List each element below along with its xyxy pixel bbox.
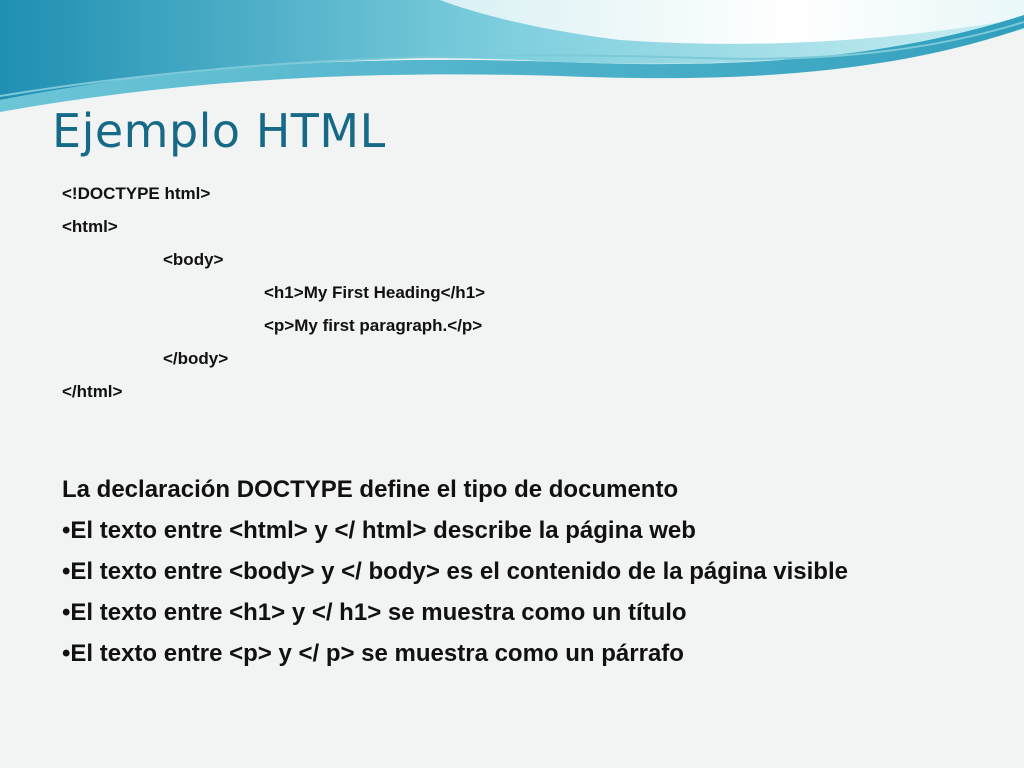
- code-line-body-close: </body>: [163, 349, 229, 368]
- code-line-doctype: <!DOCTYPE html>: [62, 184, 211, 203]
- code-line-p: <p>My first paragraph.</p>: [264, 316, 483, 335]
- slide-title: Ejemplo HTML: [52, 104, 386, 158]
- explanation-list: [62, 469, 848, 674]
- note-doctype: La declaración DOCTYPE define el tipo de documento: [62, 476, 679, 503]
- code-line-html-open: <html>: [62, 217, 118, 236]
- code-line-h1: <h1>My First Heading</h1>: [264, 283, 486, 302]
- note-body: •El texto entre <body> y </ body> es el contenido de la página visible: [62, 558, 848, 585]
- note-html: •El texto entre <html> y </ html> describe la página web: [62, 517, 696, 544]
- note-p: •El texto entre <p> y </ p> se muestra como un párrafo: [62, 640, 684, 667]
- note-h1: •El texto entre <h1> y </ h1> se muestra como un título: [62, 599, 687, 626]
- code-line-body-open: <body>: [163, 250, 224, 269]
- code-line-html-close: </html>: [62, 382, 123, 401]
